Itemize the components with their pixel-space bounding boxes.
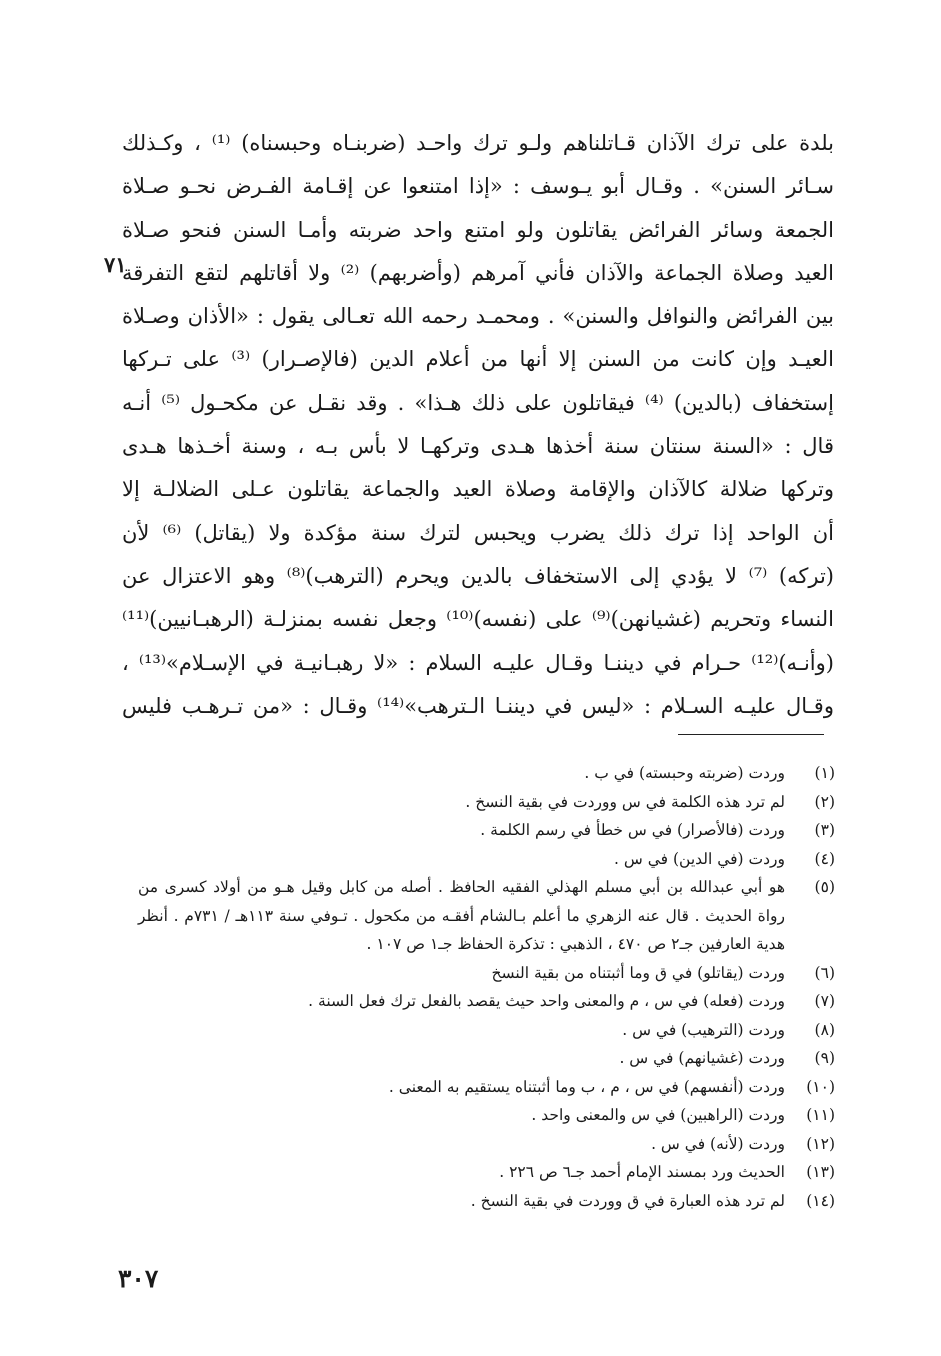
footnote: [138, 1158, 835, 1187]
text-line: (تركه) ⁽⁷⁾ لا يؤدي إلى الاستخفاف بالدين ويحرم (الترهب)⁽⁸⁾ وهو الاعتزال عن: [122, 563, 834, 588]
text-line: وتركها ضلالة كالآذان والإقامة وصلاة العيد والجماعة يقاتلون عـلى الضلالـة إلا: [122, 477, 834, 502]
footnote: [138, 959, 835, 988]
footnote-number: (١٠): [806, 1077, 835, 1096]
footnote: [138, 987, 835, 1016]
footnote-separator: [678, 734, 824, 735]
footnote-number: (٣): [814, 821, 835, 839]
text-line: أن الواحد إذا ترك ذلك يضرب ويحبس لترك سنة مؤكدة ولا (يقاتل) ⁽⁶⁾ لأن: [122, 520, 834, 545]
text-line: النساء وتحريم (غشيانهن)⁽⁹⁾ على (نفسه)⁽¹⁰⁾ وجعل نفسه بمنزلـة (الرهبـانيين)⁽¹¹⁾: [122, 607, 835, 632]
footnote-number: (٢): [814, 792, 835, 811]
footnote-text: لم ترد هذه الكلمة في س ووردت في بقية النسخ .: [465, 792, 785, 811]
footnote-text: هو أبي عبدالله بن أبي مسلم الهذلي الفقيه الحافظ . أصله من كابل وقيل هـو من أولاد كسرى من رواة الحديث . قال عنه الزهري ما أعلم بـالشام أفقـه من مكحول . تـوفي سنة ١١٣هـ / ٧٣١م . أنظر هدية العارفين جـ٢ ص ٤٧٠ ، الذهبي : تذكرة الحفاظ جـ١ ص ١٠٧ .: [138, 878, 786, 953]
footnote: [138, 1130, 835, 1159]
footnote-number: (٤): [814, 849, 835, 868]
text-line: العيـد وإن كانت من السنن إلا أنها من أعلام الدين (فالإصـرار) ⁽³⁾ على تـركها: [122, 347, 834, 372]
text-line: سـائر السنن» . وقـال أبو يـوسف : «إذا امتنعوا عن إقـامة الفـرض نحـو صـلاة: [122, 174, 834, 199]
footnote: [138, 759, 835, 788]
text-line: العيد وصلاة الجماعة والآذان فأني آمرهم (وأضربهم) ⁽²⁾ ولا أقاتلهم لتقع التفرقة: [122, 260, 834, 285]
footnote: [138, 788, 835, 817]
footnote-number: (٩): [814, 1049, 835, 1067]
footnote-number: (٧): [814, 992, 835, 1010]
footnote-text: وردت (فعله) في س ، م والمعنى واحد حيث يقصد بالفعل ترك فعل السنة .: [308, 992, 785, 1010]
footnote-text: وردت (يقاتلو) في ق وما أثبتناه من بقية النسخ: [491, 963, 785, 982]
footnote-text: وردت (أنفسهم) في س ، م ، ب وما أثبتناه يستقيم به المعنى .: [388, 1077, 785, 1096]
footnote-text: وردت (غشيانهم) في س .: [619, 1049, 785, 1067]
footnote-number: (١٣): [806, 1163, 835, 1181]
footnote-text: وردت (لأنه) في س .: [651, 1134, 785, 1153]
footnote: [138, 873, 835, 959]
text-line: قال : «السنة سنتان سنة أخذها هـدى وتركهـا لا بأس بـه ، وسنة أخـذها هـدى: [122, 434, 834, 459]
footnotes: [138, 759, 835, 1215]
footnote-text: وردت (فالأصرار) في س خطأ في رسم الكلمة .: [480, 821, 785, 839]
footnote-text: لم ترد هذه العبارة في ق ووردت في بقية النسخ .: [470, 1191, 785, 1210]
footnote-number: (٨): [814, 1020, 835, 1039]
footnote-text: وردت (الترهيب) في س .: [622, 1020, 785, 1039]
footnote: [138, 845, 835, 874]
footnote: [138, 1101, 835, 1130]
footnote: [138, 816, 835, 845]
footnote-number: (٦): [814, 963, 835, 982]
text-line: إستخفاف (بالدين) ⁽⁴⁾ فيقاتلون على ذلك هـذا» . وقد نقـل عن مكحـول ⁽⁵⁾ أنـه: [122, 390, 834, 415]
footnote-number: (١٢): [806, 1134, 835, 1153]
text-line: (وأنـه)⁽¹²⁾ حـرام في ديننـا وقـال عليـه السلام : «لا رهبـانيـة في الإسـلام»⁽¹³⁾ ،: [122, 650, 834, 675]
text-line: الجمعة وسائر الفرائض يقاتلون ولو امتنع واحد ضربته وأمـا السنن فنحو صـلاة: [122, 217, 834, 242]
footnote-number: (١): [814, 764, 835, 782]
footnote-number: (١١): [806, 1106, 835, 1124]
footnote-number: (١٤): [806, 1191, 835, 1210]
text-line: بين الفرائض والنوافل والسنن» . ومحمـد رحمه الله تعـالى يقول : «الأذان وصـلاة: [122, 304, 834, 329]
footnote-text: وردت (ضربته وحبسته) في ب .: [584, 764, 785, 782]
text-line: وقـال عليـه السـلام : «ليس في ديننـا الـترهب»⁽¹⁴⁾ وقـال : «من تـرهـب فليس: [122, 693, 834, 718]
footnote-text: وردت (الراهبين) في س والمعنى واحد .: [531, 1106, 785, 1124]
footnote: [138, 1187, 835, 1216]
page-number: ٣٠٧: [118, 1264, 159, 1293]
text-line: بلدة على ترك الآذان قـاتلناهم ولـو ترك واحـد (ضربنـاه وحبسناه) ⁽¹⁾ ، وكـذلك: [122, 131, 834, 155]
footnote-number: (٥): [814, 878, 835, 896]
footnote: [138, 1016, 835, 1045]
footnote: [138, 1073, 835, 1102]
footnote-text: الحديث ورد بمسند الإمام أحمد جـ٦ ص ٢٢٦ .: [499, 1163, 785, 1181]
footnote: [138, 1044, 835, 1073]
manuscript-folio-ref: ٧١: [104, 252, 127, 277]
main-text: [122, 122, 834, 728]
footnote-text: وردت (في الدين) في س .: [614, 849, 785, 868]
